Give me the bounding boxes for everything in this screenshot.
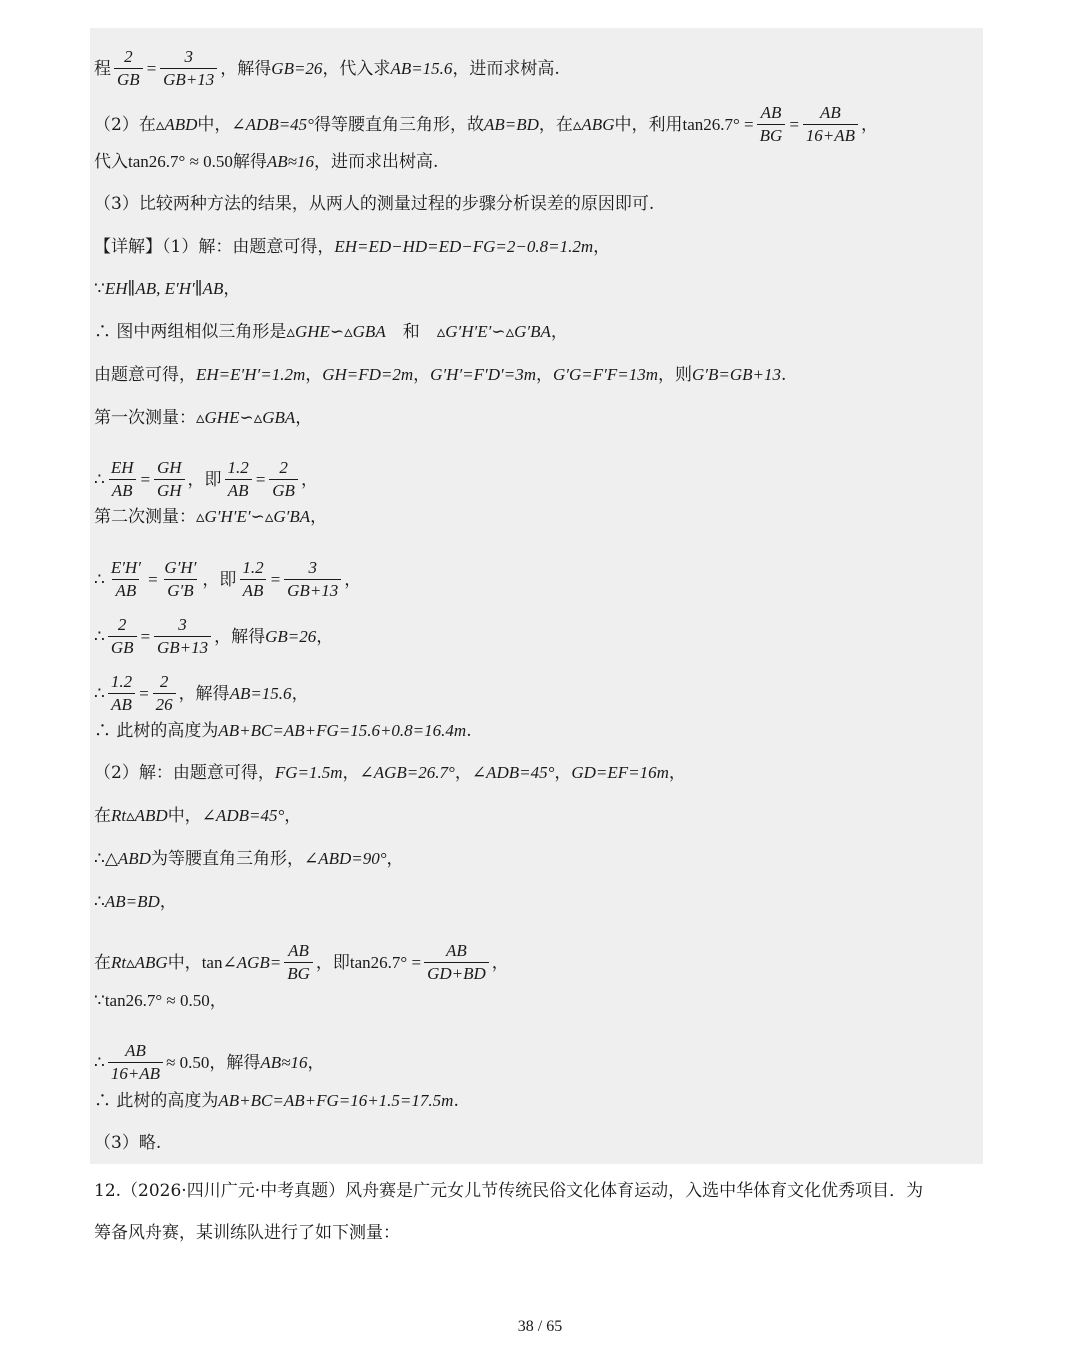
- math-run: =: [146, 569, 159, 589]
- math-run: ∠ADB=45°: [201, 806, 285, 825]
- solution-line: [94, 279, 240, 299]
- text-run: .: [466, 721, 472, 741]
- fraction: [284, 940, 313, 985]
- text-run: ，: [159, 892, 177, 912]
- fraction: [269, 457, 298, 502]
- solution-line: [94, 557, 361, 602]
- text-run: ，进而求树高.: [452, 58, 560, 79]
- fraction: [108, 457, 137, 502]
- math-run: =: [139, 469, 151, 489]
- math-run: AB≈16: [266, 152, 315, 171]
- solution-line: [94, 102, 878, 147]
- text-run: ，即: [202, 569, 237, 590]
- fraction: [154, 614, 211, 659]
- fraction: [239, 557, 266, 602]
- math-run: =: [138, 683, 150, 703]
- fraction-denominator: GB+13: [284, 579, 341, 602]
- fraction: [161, 557, 199, 602]
- solution-line: [94, 237, 610, 257]
- text-run: ，: [344, 569, 362, 590]
- fraction-numerator: AB: [760, 103, 782, 122]
- text-run: ∴: [94, 626, 105, 647]
- fraction-numerator: 1.2: [227, 458, 249, 477]
- fraction-denominator: G′B: [164, 579, 196, 602]
- solution-line: [94, 991, 227, 1011]
- solution-line: [94, 1091, 459, 1111]
- text-run: ，解得: [209, 1052, 261, 1073]
- math-run: ▵ABD: [155, 114, 198, 134]
- text-run: ，解得: [214, 626, 266, 647]
- solution-line: [94, 940, 509, 985]
- math-run: AB=BD: [104, 892, 160, 911]
- solution-line: [94, 322, 568, 342]
- math-run: =: [145, 58, 158, 78]
- text-run: 为等腰直角三角形，: [150, 849, 304, 869]
- fraction-numerator: G′H′: [164, 558, 197, 577]
- text-run: ，: [454, 763, 472, 783]
- math-run: ▵ABG: [572, 114, 615, 134]
- fraction-numerator: E′H′: [110, 558, 141, 577]
- fraction-denominator: AB: [225, 479, 252, 502]
- text-run: ∴ 图中两组相似三角形是: [94, 322, 287, 342]
- text-run: ，: [223, 279, 241, 299]
- text-run: ，进而求出树高.: [314, 152, 439, 172]
- text-run: ，: [491, 952, 509, 973]
- text-run: 在: [94, 952, 111, 973]
- text-run: ，: [386, 849, 404, 869]
- text-run: ，: [291, 683, 309, 704]
- solution-line: [94, 457, 318, 502]
- math-run: G′B=GB+13: [691, 365, 781, 384]
- solution-line: [94, 763, 686, 783]
- text-run: 在: [94, 806, 111, 826]
- text-run: ，: [310, 507, 328, 527]
- math-run: tan26.7° ≈ 0.50: [104, 991, 210, 1010]
- solution-line: [94, 614, 333, 659]
- text-run: ∴: [94, 892, 105, 912]
- math-run: ∠AGB=26.7°: [359, 763, 455, 782]
- text-run: ，则: [657, 365, 692, 385]
- text-run: ，: [413, 365, 431, 385]
- math-run: EH=ED−HD=ED−FG=2−0.8=1.2m: [334, 237, 594, 256]
- fraction-denominator: 16+AB: [108, 1062, 163, 1085]
- fraction-denominator: AB: [240, 579, 267, 602]
- fraction: [757, 102, 786, 147]
- fraction-numerator: EH: [110, 458, 134, 477]
- fraction-numerator: 1.2: [110, 672, 133, 691]
- text-run: 代入: [94, 152, 128, 172]
- text-run: ，: [550, 322, 568, 342]
- solution-line: [94, 46, 560, 91]
- math-run: AB+BC=AB+FG=16+1.5=17.5m: [218, 1091, 454, 1110]
- page-number: 38 / 65: [517, 1318, 563, 1335]
- fraction: [160, 46, 217, 91]
- math-run: Rt▵ABD: [111, 806, 168, 825]
- fraction-denominator: AB: [112, 579, 139, 602]
- math-run: EH∥AB, E′H′∥AB: [104, 279, 224, 298]
- fraction-denominator: GB+13: [160, 68, 217, 91]
- text-run: ，: [307, 1052, 325, 1073]
- solution-line: [94, 1133, 161, 1153]
- math-run: GD=EF=16m: [571, 763, 669, 782]
- fraction-numerator: AB: [820, 103, 841, 122]
- fraction-numerator: 3: [184, 47, 193, 66]
- math-run: AB=BD: [483, 114, 539, 134]
- fraction-numerator: AB: [446, 941, 467, 960]
- fraction-denominator: 16+AB: [803, 124, 858, 147]
- solution-line: [94, 365, 786, 385]
- fraction-numerator: 3: [178, 615, 187, 634]
- question-12-line-2: 筹备风舟赛，某训练队进行了如下测量：: [94, 1223, 400, 1243]
- fraction-denominator: AB: [108, 693, 135, 716]
- math-run: =: [269, 569, 282, 589]
- text-run: ，: [209, 991, 227, 1011]
- math-run: ▵GHE∽▵GBA: [286, 322, 386, 341]
- text-run: （2）解：由题意可得，: [94, 763, 275, 783]
- text-run: 得等腰直角三角形，故: [313, 114, 484, 135]
- text-run: ∴: [94, 1052, 105, 1073]
- fraction-denominator: 26: [153, 693, 176, 716]
- math-run: ▵G′H′E′∽▵G′BA: [196, 507, 311, 526]
- math-run: tan26.7° =: [349, 952, 422, 972]
- fraction: [284, 557, 341, 602]
- text-run: 中，: [167, 806, 202, 826]
- text-run: ∵: [94, 279, 105, 299]
- fraction-denominator: BG: [284, 962, 313, 985]
- fraction-denominator: GD+BD: [424, 962, 489, 985]
- fraction: [153, 671, 176, 716]
- text-run: ，: [295, 408, 313, 428]
- text-run: ，: [535, 365, 553, 385]
- math-run: =: [254, 469, 267, 489]
- text-run: ，即: [315, 952, 350, 973]
- text-run: ∴ 此树的高度为: [94, 721, 219, 741]
- fraction-denominator: GB: [108, 636, 137, 659]
- math-run: tan: [201, 952, 223, 972]
- fraction-numerator: AB: [288, 941, 309, 960]
- fraction: [154, 457, 185, 502]
- fraction-numerator: GH: [156, 458, 182, 477]
- text-run: ，即: [187, 469, 222, 490]
- math-run: =: [788, 114, 800, 134]
- text-run: .: [453, 1091, 459, 1111]
- text-run: .: [780, 365, 787, 385]
- text-run: （3）略.: [94, 1133, 162, 1153]
- math-run: AB=15.6: [229, 683, 292, 703]
- text-run: ，: [300, 469, 318, 490]
- text-run: 程: [94, 58, 111, 79]
- math-run: GB=26: [265, 626, 317, 646]
- text-run: ，: [284, 806, 302, 826]
- text-run: 中，: [197, 114, 232, 135]
- math-run: G′G=F′F=13m: [552, 365, 658, 384]
- text-run: 和: [385, 322, 437, 342]
- fraction-numerator: 2: [279, 458, 288, 477]
- fraction: [108, 671, 135, 716]
- text-run: （3）比较两种方法的结果，从两人的测量过程的步骤分析误差的原因即可.: [94, 194, 655, 214]
- text-run: 由题意可得，: [94, 365, 196, 385]
- text-run: ∴: [94, 569, 105, 590]
- text-run: 解得: [232, 152, 267, 172]
- solution-line: [94, 1040, 325, 1085]
- math-run: ▵G′H′E′∽▵G′BA: [436, 322, 551, 341]
- math-run: FG=1.5m: [274, 763, 343, 782]
- fraction-numerator: 2: [124, 47, 133, 66]
- math-run: ∠ADB=45°: [471, 763, 555, 782]
- fraction-numerator: 1.2: [242, 558, 264, 577]
- text-run: ∴: [94, 683, 105, 704]
- math-run: △ABD: [104, 849, 151, 868]
- text-run: ，: [861, 114, 879, 135]
- text-run: ，: [593, 237, 611, 257]
- text-run: ，解得: [178, 683, 230, 704]
- math-run: EH=E′H′=1.2m: [196, 365, 306, 384]
- math-run: GH=FD=2m: [322, 365, 414, 384]
- fraction-denominator: GH: [154, 479, 185, 502]
- fraction-numerator: AB: [125, 1041, 146, 1060]
- math-run: ∠AGB=: [222, 952, 282, 972]
- math-run: tan26.7° =: [682, 114, 754, 134]
- text-run: 中，: [167, 952, 202, 973]
- text-run: ，: [668, 763, 686, 783]
- fraction-numerator: 2: [117, 615, 127, 634]
- math-run: =: [139, 626, 151, 646]
- text-run: ∴ 此树的高度为: [94, 1091, 219, 1111]
- math-run: ≈ 0.50: [166, 1052, 210, 1072]
- solution-line: [94, 194, 654, 214]
- math-run: AB=15.6: [390, 58, 453, 78]
- math-run: tan26.7° ≈ 0.50: [128, 152, 233, 171]
- text-run: ，: [316, 626, 334, 647]
- math-run: ∠ADB=45°: [231, 114, 314, 134]
- text-run: ，在: [538, 114, 573, 135]
- fraction-numerator: 2: [159, 672, 169, 691]
- text-run: ∴: [94, 469, 105, 490]
- solution-line: [94, 892, 177, 912]
- math-run: AB≈16: [260, 1052, 308, 1072]
- text-run: 中，利用: [614, 114, 683, 135]
- fraction: [108, 1040, 163, 1085]
- fraction-denominator: GB+13: [154, 636, 211, 659]
- text-run: ，解得: [220, 58, 272, 79]
- fraction: [225, 457, 252, 502]
- text-run: ，: [554, 763, 572, 783]
- fraction: [424, 940, 489, 985]
- solution-line: [94, 152, 438, 172]
- fraction-denominator: AB: [109, 479, 136, 502]
- math-run: G′H′=F′D′=3m: [430, 365, 536, 384]
- fraction: [803, 102, 858, 147]
- fraction-numerator: 3: [308, 558, 317, 577]
- math-run: ▵GHE∽▵GBA: [196, 408, 296, 427]
- math-run: AB+BC=AB+FG=15.6+0.8=16.4m: [218, 721, 467, 740]
- math-run: GB=26: [271, 58, 323, 78]
- text-run: ∵: [94, 991, 105, 1011]
- text-run: （2）在: [94, 114, 156, 135]
- fraction: [108, 614, 137, 659]
- math-run: Rt▵ABG: [111, 952, 168, 972]
- text-run: ，代入求: [322, 58, 391, 79]
- math-run: ∠ABD=90°: [303, 849, 387, 868]
- solution-line: [94, 408, 312, 428]
- text-run: 第二次测量：: [94, 507, 196, 527]
- text-run: 【详解】（1）解：由题意可得，: [94, 237, 335, 257]
- text-run: 第一次测量：: [94, 408, 196, 428]
- text-run: ，: [305, 365, 323, 385]
- fraction-denominator: GB: [269, 479, 298, 502]
- fraction-denominator: GB: [114, 68, 143, 91]
- text-run: ，: [342, 763, 360, 783]
- fraction: [114, 46, 143, 91]
- solution-line: [94, 671, 309, 716]
- fraction-denominator: BG: [757, 124, 786, 147]
- fraction: [108, 557, 144, 602]
- question-12-line-1: 12.（2026·四川广元·中考真题）风舟赛是广元女儿节传统民俗文化体育运动，入选中华体育文化优秀项目．为: [94, 1181, 924, 1201]
- solution-line: [94, 507, 327, 527]
- text-run: ∴: [94, 849, 105, 869]
- solution-line: [94, 849, 404, 869]
- solution-line: [94, 806, 301, 826]
- solution-line: [94, 721, 472, 741]
